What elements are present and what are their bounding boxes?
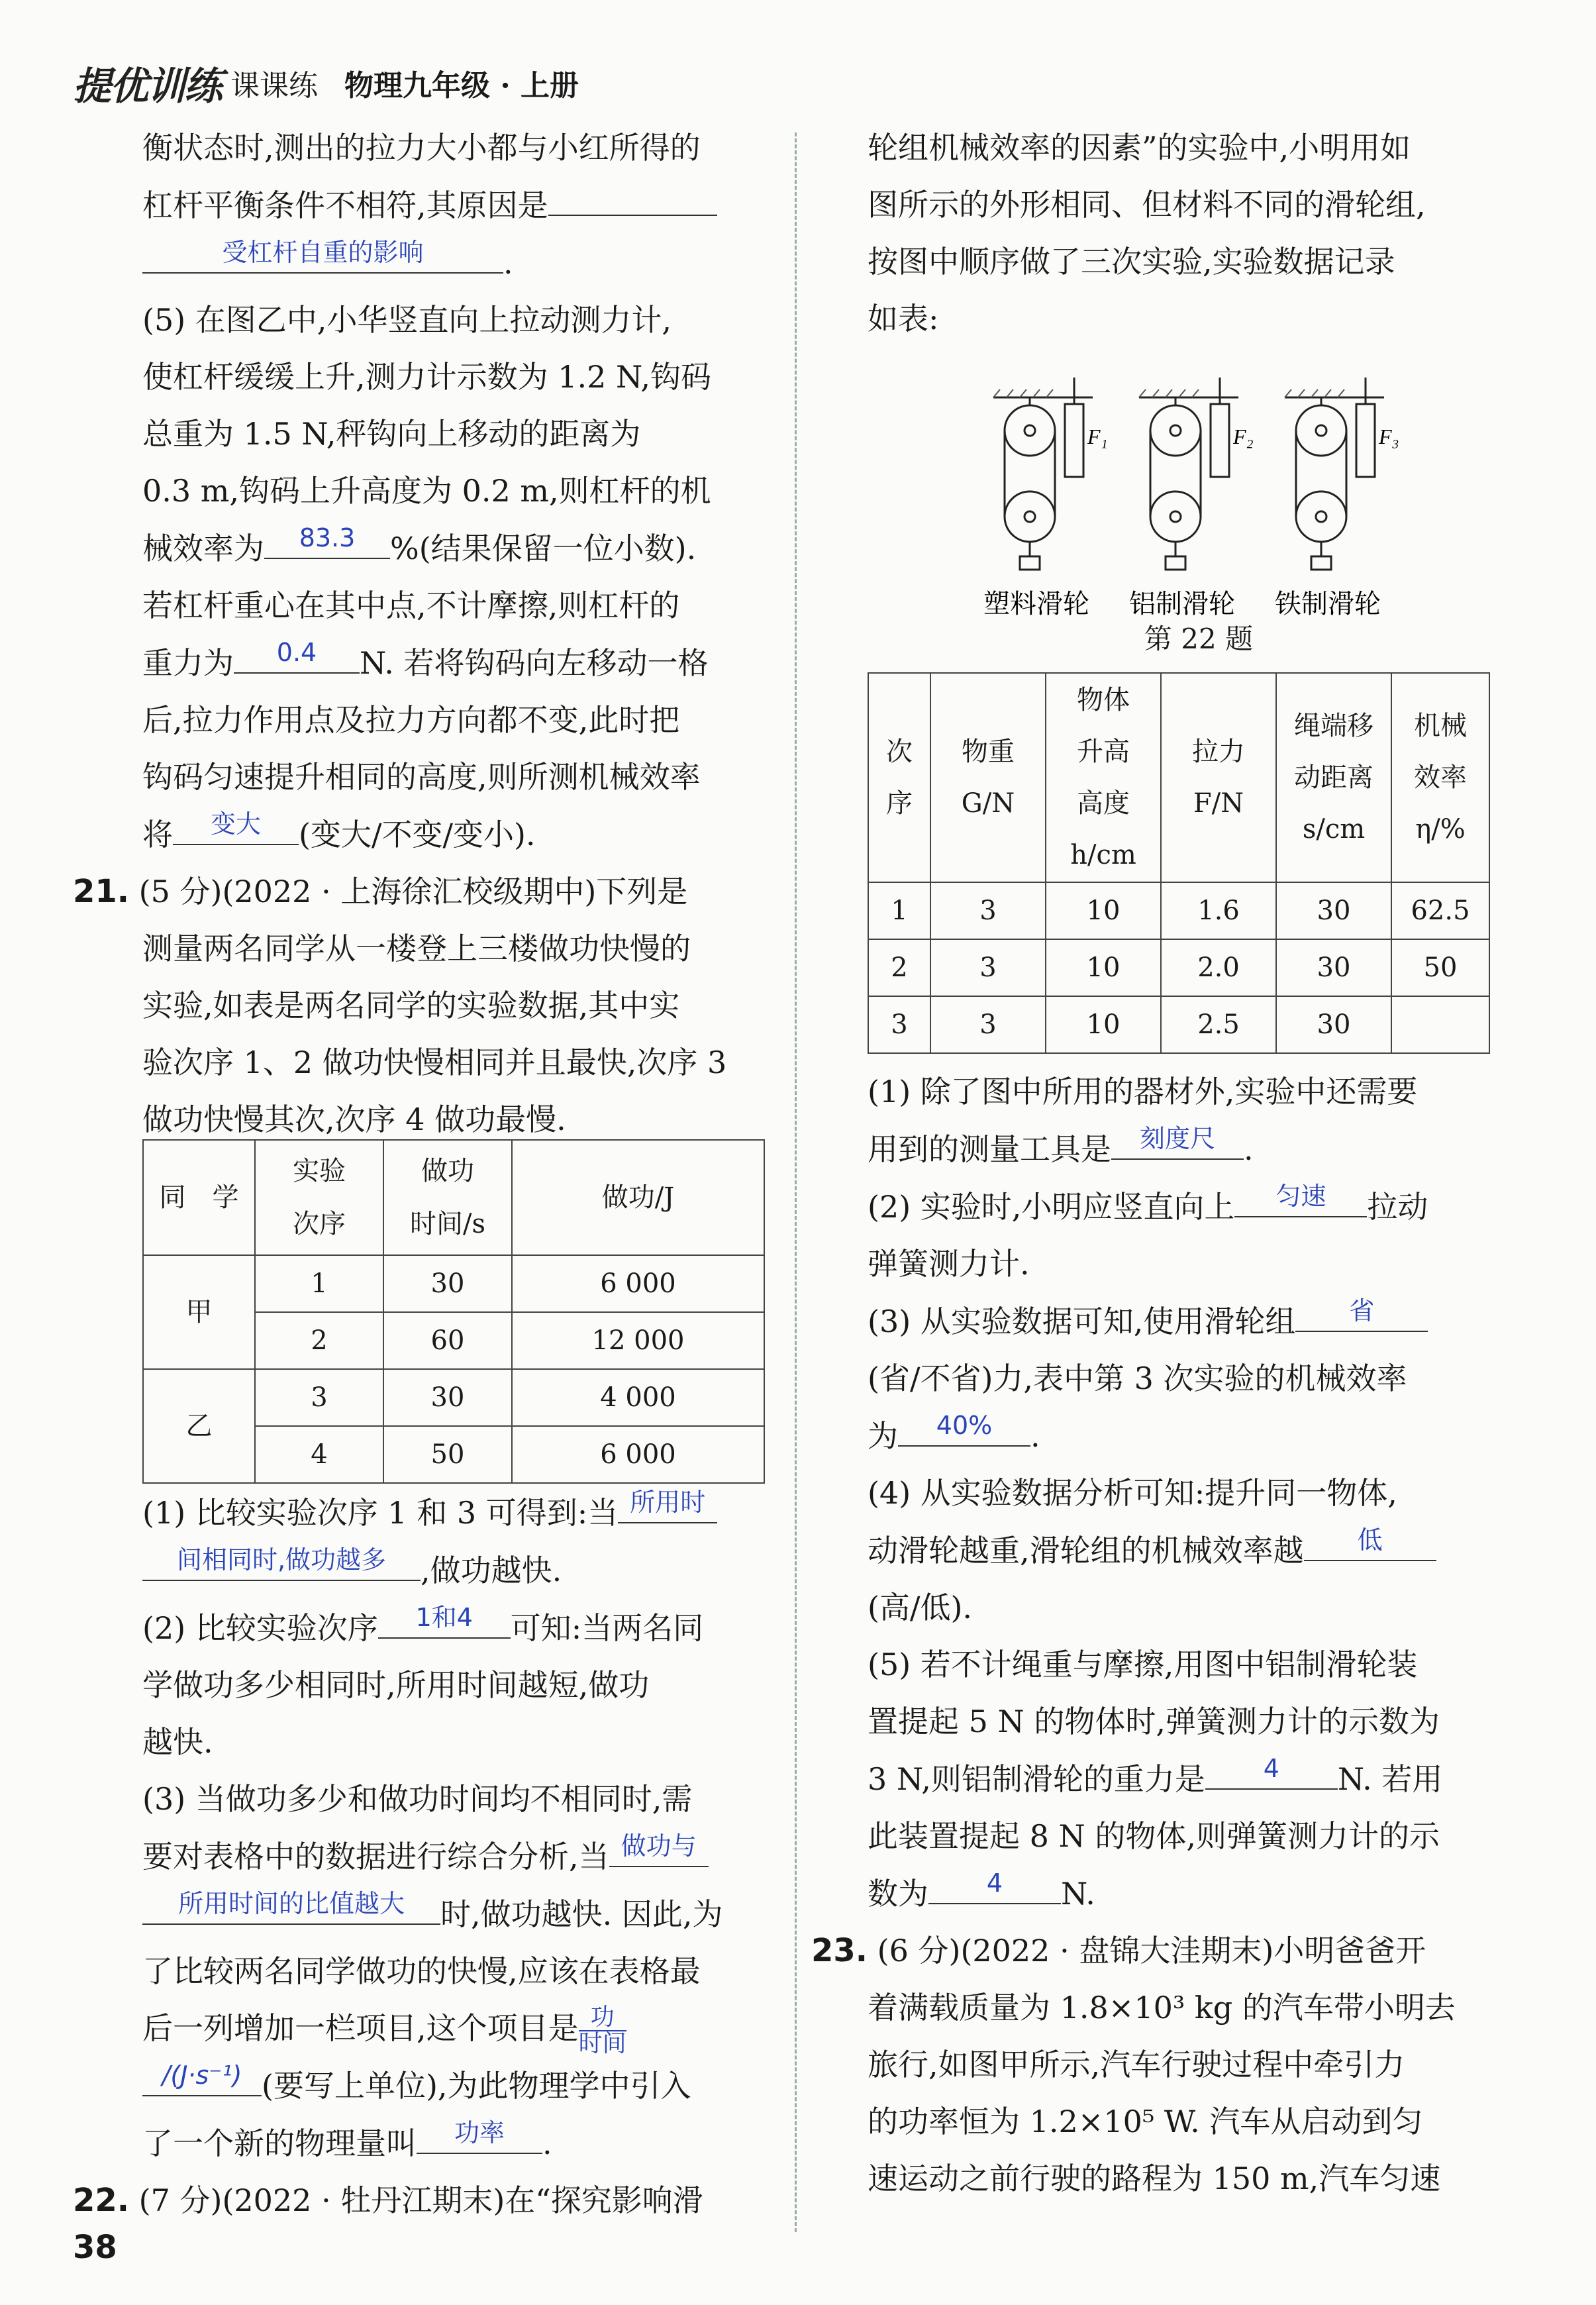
table-cell: 30 — [383, 1369, 512, 1426]
answer-efficiency: 83.3 — [299, 523, 356, 552]
table-cell: 50 — [1391, 939, 1489, 996]
question-21: 21. (5 分)(2022 · 上海徐汇校级期中)下列是 — [73, 873, 688, 910]
text-line: 重力为 0.4 N. 若将钩码向左移动一格 — [73, 634, 768, 692]
header-cell: 拉力 F/N — [1161, 673, 1276, 882]
answer-text: 做功与 — [621, 1831, 697, 1861]
column-divider — [795, 132, 797, 2232]
text-line: 验次序 1、2 做功快慢相同并且最快,次序 3 — [142, 1045, 727, 1080]
text-line: 做功快慢其次,次序 4 做功最慢. — [142, 1101, 566, 1137]
text-line: 旅行,如图甲所示,汽车行驶过程中牵引力 — [868, 2047, 1405, 2082]
table-row — [143, 1255, 764, 1312]
table-cell: 2.5 — [1161, 996, 1276, 1053]
answer-text: 所用时间的比值越大 — [177, 1889, 405, 1918]
table-cell: 2.0 — [1161, 939, 1276, 996]
text-line: 了一个新的物理量叫 功率 . — [73, 2114, 768, 2172]
text-line: 总重为 1.5 N,秤钩向上移动的距离为 — [142, 416, 641, 452]
text-line: 数为 4 N. — [868, 1865, 1530, 1922]
answer-text: 4 — [986, 1869, 1003, 1898]
text-line: (3) 从实验数据可知,使用滑轮组 省 — [868, 1292, 1530, 1350]
text-line: 后,拉力作用点及拉力方向都不变,此时把 — [142, 702, 680, 738]
text-line: 所用时间的比值越大 时,做功越快. 因此,为 — [73, 1885, 768, 1943]
page-number: 38 — [73, 2229, 117, 2266]
text-line: 衡状态时,测出的拉力大小都与小红所得的 — [142, 130, 701, 166]
text-line: 动滑轮越重,滑轮组的机械效率越 低 — [868, 1521, 1530, 1579]
table-row — [868, 996, 1489, 1053]
table-cell: 30 — [383, 1255, 512, 1312]
answer-weight: 0.4 — [276, 638, 317, 667]
header-cell: 机械 效率 η/% — [1391, 673, 1489, 882]
pulley-diagram — [980, 358, 1417, 623]
question-22: 22. (7 分)(2022 · 牡丹江期末)在“探究影响滑 — [73, 2182, 703, 2219]
table-cell: 4 000 — [512, 1369, 764, 1426]
table-header-row — [143, 1140, 764, 1255]
header-cell: 同 学 — [143, 1140, 255, 1255]
text-line: (5) 在图乙中,小华竖直向上拉动测力计, — [142, 302, 672, 338]
series-name: 课课练 — [230, 69, 319, 103]
right-column-lower — [811, 1063, 1530, 2207]
question-number: 23. — [811, 1932, 868, 1969]
answer-text: 省 — [1349, 1296, 1375, 1325]
answer-text: 1和4 — [415, 1603, 473, 1632]
table-cell: 30 — [1276, 996, 1391, 1053]
text-line: 了比较两名同学做功的快慢,应该在表格最 — [142, 1953, 701, 1989]
text-line: 使杠杆缓缓上升,测力计示数为 1.2 N,钩码 — [142, 359, 711, 395]
text-line: 实验,如表是两名同学的实验数据,其中实 — [142, 988, 680, 1023]
text-line: 械效率为 83.3 %(结果保留一位小数). — [73, 519, 768, 577]
table-row — [143, 1369, 764, 1426]
left-column-lower — [73, 1484, 768, 2229]
header-cell: 绳端移 动距离 s/cm — [1276, 673, 1391, 882]
force-label-3: F₃ — [1379, 425, 1399, 448]
pulley-data-table — [868, 672, 1490, 1054]
table-header-row — [868, 673, 1489, 882]
table-cell: 3 — [930, 996, 1046, 1053]
header-cell: 做功 时间/s — [383, 1140, 512, 1255]
page-header — [73, 60, 579, 109]
text-line: 用到的测量工具是 刻度尺 . — [868, 1120, 1530, 1178]
table-cell: 12 000 — [512, 1312, 764, 1369]
text-line: 间相同时,做功越多 ,做功越快. — [73, 1541, 768, 1599]
pulley-label-plastic: 塑料滑轮 — [983, 589, 1089, 619]
table-cell: 10 — [1046, 939, 1161, 996]
text-line: 着满载质量为 1.8×10³ kg 的汽车带小明去 — [868, 1990, 1456, 2025]
figure-caption: 第 22 题 — [1144, 623, 1254, 655]
text-line: (2) 实验时,小明应竖直向上 匀速 拉动 — [868, 1178, 1530, 1235]
text-line: 3 N,则铝制滑轮的重力是 4 N. 若用 — [868, 1750, 1530, 1808]
text-line: 受杠杆自重的影响 . — [73, 234, 768, 291]
text-line: 要对表格中的数据进行综合分析,当 做功与 — [73, 1827, 768, 1885]
pulley-label-iron: 铁制滑轮 — [1275, 589, 1381, 619]
question-23: 23. (6 分)(2022 · 盘锦大洼期末)小明爸爸开 — [811, 1932, 1426, 1969]
answer-reason: 受杠杆自重的影响 — [222, 238, 424, 267]
table-row — [868, 882, 1489, 939]
force-label-1: F₁ — [1087, 425, 1108, 448]
table-cell: 60 — [383, 1312, 512, 1369]
table-cell: 6 000 — [512, 1255, 764, 1312]
header-cell: 做功/J — [512, 1140, 764, 1255]
left-column — [73, 119, 768, 1148]
text-line: 如表: — [868, 301, 939, 336]
table-cell: 3 — [255, 1369, 383, 1426]
text-line: 速运动之前行驶的路程为 150 m,汽车匀速 — [868, 2161, 1441, 2196]
answer-text: 低 — [1357, 1525, 1383, 1555]
brand-logo: 提优训练 — [73, 64, 222, 109]
text-line: 图所示的外形相同、但材料不同的滑轮组, — [868, 187, 1426, 223]
text-line: (高/低). — [868, 1590, 973, 1625]
group-cell: 甲 — [143, 1255, 255, 1369]
answer-change: 变大 — [210, 809, 261, 839]
pulley-label-aluminum: 铝制滑轮 — [1129, 589, 1235, 619]
table-cell: 2 — [255, 1312, 383, 1369]
text-line: 弹簧测力计. — [868, 1246, 1030, 1282]
table-cell — [1391, 996, 1489, 1053]
text-line: 测量两名同学从一楼登上三楼做功快慢的 — [142, 931, 691, 966]
table-cell: 2 — [868, 939, 930, 996]
answer-text: 功率 — [454, 2118, 505, 2147]
text-line: 后一列增加一栏项目,这个项目是 $\frac{\text{功}}{\text{时间}}$ — [142, 2004, 626, 2057]
text-line: (省/不省)力,表中第 3 次实验的机械效率 — [868, 1360, 1407, 1396]
text-line: /(J·s⁻¹) (要写上单位),为此物理学中引入 — [73, 2057, 768, 2114]
text-line: 杠杆平衡条件不相符,其原因是 — [73, 176, 768, 234]
header-cell: 物重 G/N — [930, 673, 1046, 882]
answer-text: 匀速 — [1275, 1182, 1326, 1211]
table-cell: 3 — [868, 996, 930, 1053]
text-line: 此装置提起 8 N 的物体,则弹簧测力计的示 — [868, 1818, 1440, 1854]
table-cell: 1 — [868, 882, 930, 939]
answer-text: 40% — [936, 1411, 993, 1440]
group-cell: 乙 — [143, 1369, 255, 1483]
header-cell: 实验 次序 — [255, 1140, 383, 1255]
text-line: 为 40% . — [868, 1407, 1530, 1464]
answer-text: 所用时 — [630, 1488, 706, 1517]
table-cell: 3 — [930, 939, 1046, 996]
right-column — [868, 119, 1530, 347]
question-number: 21. — [73, 873, 130, 910]
text-line: 0.3 m,钩码上升高度为 0.2 m,则杠杆的机 — [142, 473, 711, 509]
text-line: 的功率恒为 1.2×10⁵ W. 汽车从启动到匀 — [868, 2104, 1423, 2139]
work-data-table — [142, 1139, 765, 1484]
book-title: 物理九年级 · 上册 — [344, 69, 579, 103]
text-line: 轮组机械效率的因素”的实验中,小明用如 — [868, 130, 1411, 166]
table-cell: 3 — [930, 882, 1046, 939]
text-line: (4) 从实验数据分析可知:提升同一物体, — [868, 1475, 1397, 1511]
text-line: 若杠杆重心在其中点,不计摩擦,则杠杆的 — [142, 588, 680, 623]
table-cell: 50 — [383, 1426, 512, 1483]
table-cell: 10 — [1046, 996, 1161, 1053]
table-cell: 6 000 — [512, 1426, 764, 1483]
table-cell: 1 — [255, 1255, 383, 1312]
text-line: 按图中顺序做了三次实验,实验数据记录 — [868, 244, 1395, 280]
answer-unit: /(J·s⁻¹) — [162, 2061, 242, 2090]
answer-text: 刻度尺 — [1139, 1124, 1215, 1153]
table-row — [868, 939, 1489, 996]
text-line: (2) 比较实验次序 1和4 可知:当两名同 — [73, 1599, 768, 1657]
header-cell: 次 序 — [868, 673, 930, 882]
table-cell: 62.5 — [1391, 882, 1489, 939]
answer-text: 间相同时,做功越多 — [176, 1545, 387, 1574]
table-cell: 1.6 — [1161, 882, 1276, 939]
text-line: 越快. — [142, 1724, 213, 1760]
text-line: 学做功多少相同时,所用时间越短,做功 — [142, 1667, 650, 1703]
header-cell: 物体 升高 高度 h/cm — [1046, 673, 1161, 882]
text-line: 置提起 5 N 的物体时,弹簧测力计的示数为 — [868, 1704, 1440, 1739]
text-line: (3) 当做功多少和做功时间均不相同时,需 — [142, 1781, 693, 1817]
table-cell: 10 — [1046, 882, 1161, 939]
table-cell: 30 — [1276, 939, 1391, 996]
text-line: 将 变大 (变大/不变/变小). — [73, 805, 768, 863]
pulley-figure — [980, 358, 1417, 662]
text-line: (5) 若不计绳重与摩擦,用图中铝制滑轮装 — [868, 1647, 1418, 1682]
table-cell: 4 — [255, 1426, 383, 1483]
text-line: (1) 比较实验次序 1 和 3 可得到:当 所用时 — [73, 1484, 768, 1541]
text-line: 钩码匀速提升相同的高度,则所测机械效率 — [142, 759, 701, 795]
force-label-2: F₂ — [1233, 425, 1254, 448]
answer-text: 4 — [1263, 1754, 1279, 1783]
question-number: 22. — [73, 2182, 130, 2219]
text-line: (1) 除了图中所用的器材外,实验中还需要 — [868, 1074, 1418, 1109]
table-cell: 30 — [1276, 882, 1391, 939]
answer-fraction: $\frac{\text{功}}{\text{时间}}$ — [578, 2004, 626, 2057]
